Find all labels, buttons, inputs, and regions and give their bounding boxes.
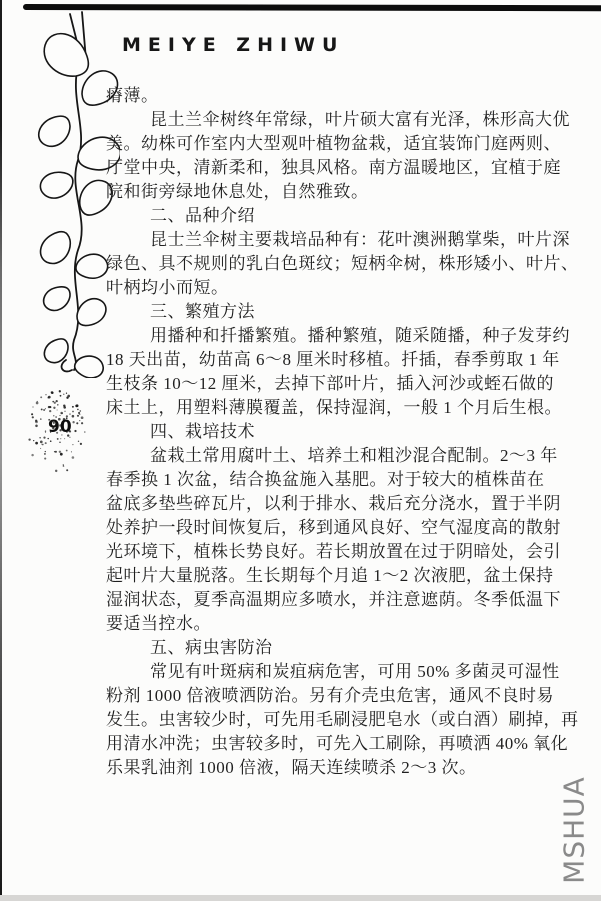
text-line: 乐果乳油剂 1000 倍液，隔天连续喷杀 2～3 次。 (106, 758, 477, 777)
text-line: 发生。虫害较少时，可先用毛刷浸肥皂水（或白酒）刷掉，再 (106, 710, 579, 729)
text-line: 叶柄均小而短。 (106, 278, 229, 297)
text-line: 用播种和扦播繁殖。播种繁殖，随采随播，种子发芽约 (150, 326, 570, 345)
text-line: 春季换 1 次盆，结合换盆施入基肥。对于较大的植株苗在 (106, 470, 545, 489)
text-line: 处养护一段时间恢复后，移到通风良好、空气湿度高的散射 (106, 518, 561, 537)
text-line: 湿润状态，夏季高温期应多喷水，并注意遮荫。冬季低温下 (106, 590, 561, 609)
text-line: 美。幼株可作室内大型观叶植物盆栽，适宜装饰门庭两则、 (106, 134, 561, 153)
text-line: 三、繁殖方法 (150, 302, 255, 321)
vine-illustration-svg (20, 10, 120, 378)
watermark: MSHUA (557, 776, 591, 884)
text-line: 昆土兰伞树终年常绿，叶片硕大富有光泽，株形高大优 (150, 110, 570, 129)
text-line: 二、品种介绍 (150, 206, 255, 225)
page-number-area (22, 388, 96, 478)
scan-bottom-edge (0, 895, 601, 901)
text-line: 厅堂中央，清新柔和，独具风格。南方温暖地区，宜植于庭 (106, 158, 561, 177)
text-line: 四、栽培技术 (150, 422, 255, 441)
text-line: 常见有叶斑病和炭疽病危害，可用 50% 多菌灵可湿性 (150, 662, 560, 681)
running-header: MEIYE ZHIWU (122, 34, 345, 56)
text-line: 绿色、具不规则的乳白色斑纹；短柄伞树，株形矮小、叶片、 (106, 254, 579, 273)
text-line: 昆士兰伞树主要栽培品种有：花叶澳洲鹅掌柴，叶片深 (150, 230, 570, 249)
text-line: 粉剂 1000 倍液喷洒防治。另有介壳虫危害，通风不良时易 (106, 686, 554, 705)
page-number: 90 (48, 417, 72, 437)
text-line: 用清水冲洗；虫害较多时，可先入工刷除，再喷洒 40% 氧化 (106, 734, 569, 753)
vine-illustration (20, 10, 120, 378)
text-line: 瘠薄。 (106, 86, 159, 105)
text-line: 起叶片大量脱落。生长期每个月追 1～2 次液肥，盆土保持 (106, 566, 554, 585)
text-line: 盆底多垫些碎瓦片，以利于排水、栽后充分浇水，置于半阴 (106, 494, 561, 513)
text-line: 生枝条 10～12 厘米，去掉下部叶片，插入河沙或蛭石做的 (106, 374, 554, 393)
text-line: 院和街旁绿地休息处，自然雅致。 (106, 182, 369, 201)
text-line: 要适当控水。 (106, 614, 211, 633)
text-line: 盆栽土常用腐叶土、培养土和粗沙混合配制。2～3 年 (150, 446, 558, 465)
scan-left-edge (0, 0, 2, 901)
text-line: 五、病虫害防治 (150, 638, 273, 657)
text-line: 床土上，用塑料薄膜覆盖，保持湿润，一般 1 个月后生根。 (106, 398, 562, 417)
text-line: 光环境下，植株长势良好。若长期放置在过于阴暗处，会引 (106, 542, 561, 561)
body-text (106, 84, 579, 780)
text-line: 18 天出苗，幼苗高 6～8 厘米时移植。扦插，春季剪取 1 年 (106, 350, 560, 369)
